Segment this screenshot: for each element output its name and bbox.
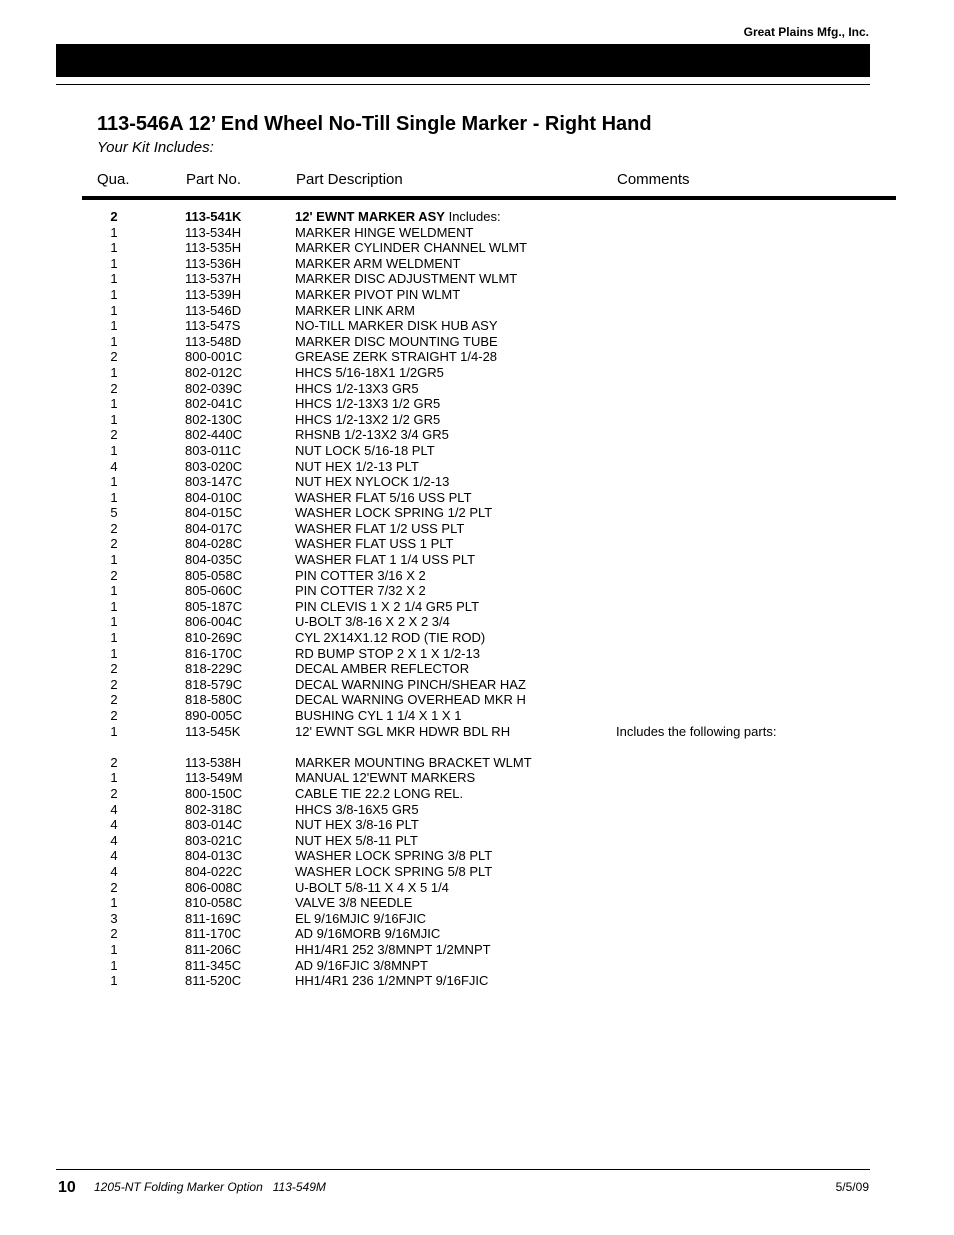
parts-table — [0, 209, 954, 989]
row-description: HHCS 3/8-16X5 GR5 — [295, 801, 419, 817]
row-part-number: 806-004C — [185, 614, 243, 630]
row-qty: 1 — [110, 957, 118, 973]
row-qty: 1 — [110, 630, 118, 646]
row-part-number: 804-010C — [185, 489, 243, 505]
row-qty: 2 — [110, 754, 118, 770]
row-qty: 1 — [110, 895, 118, 911]
table-row — [0, 552, 954, 568]
table-row — [0, 646, 954, 662]
row-part-number: 818-579C — [185, 676, 243, 692]
row-description: NUT HEX NYLOCK 1/2-13 — [295, 474, 450, 490]
row-description: DECAL WARNING PINCH/SHEAR HAZ — [295, 676, 526, 692]
row-qty: 2 — [110, 879, 118, 895]
row-description: CYL 2X14X1.12 ROD (TIE ROD) — [295, 630, 486, 646]
row-description: NO-TILL MARKER DISK HUB ASY — [295, 318, 498, 334]
row-part-number: 805-058C — [185, 567, 243, 583]
row-description: 12' EWNT SGL MKR HDWR BDL RH — [295, 723, 511, 739]
header-divider — [56, 84, 870, 85]
row-description: RD BUMP STOP 2 X 1 X 1/2-13 — [295, 645, 480, 661]
row-description: NUT LOCK 5/16-18 PLT — [295, 442, 435, 458]
row-description: HHCS 5/16-18X1 1/2GR5 — [295, 364, 444, 380]
table-row — [0, 287, 954, 303]
row-description-title: 12' EWNT MARKER ASY — [295, 209, 445, 224]
row-part-number: 804-015C — [185, 505, 243, 521]
row-part-number: 113-547S — [185, 318, 241, 334]
table-row — [0, 802, 954, 818]
row-qty: 4 — [110, 458, 118, 474]
row-part-number: 810-058C — [185, 895, 243, 911]
row-part-number: 113-534H — [185, 224, 242, 240]
row-qty: 1 — [110, 240, 118, 256]
row-qty: 1 — [110, 941, 118, 957]
row-part-number: 816-170C — [185, 645, 243, 661]
table-row — [0, 583, 954, 599]
row-qty: 4 — [110, 817, 118, 833]
header-bar — [56, 44, 870, 77]
row-description: AD 9/16MORB 9/16MJIC — [295, 926, 441, 942]
table-row — [0, 848, 954, 864]
row-part-number: 805-187C — [185, 598, 243, 614]
page-number: 10 — [58, 1179, 76, 1196]
table-row — [0, 833, 954, 849]
row-part-number: 804-035C — [185, 552, 243, 568]
table-row — [0, 521, 954, 537]
row-qty: 2 — [110, 567, 118, 583]
row-description: DECAL AMBER REFLECTOR — [295, 661, 470, 677]
row-qty: 1 — [110, 973, 118, 989]
table-row — [0, 817, 954, 833]
row-part-number: 804-022C — [185, 863, 243, 879]
row-part-number: 804-028C — [185, 536, 243, 552]
table-row — [0, 256, 954, 272]
row-qty: 1 — [110, 583, 118, 599]
row-qty: 1 — [110, 255, 118, 271]
company-name: Great Plains Mfg., Inc. — [743, 25, 869, 39]
table-header-rule — [82, 196, 896, 200]
row-description: PIN COTTER 7/32 X 2 — [295, 583, 426, 599]
row-description: WASHER LOCK SPRING 1/2 PLT — [295, 505, 493, 521]
row-part-number: 800-001C — [185, 349, 243, 365]
row-part-number: 805-060C — [185, 583, 243, 599]
row-part-number: 806-008C — [185, 879, 243, 895]
row-description: WASHER FLAT 1 1/4 USS PLT — [295, 552, 476, 568]
row-description: HHCS 1/2-13X3 1/2 GR5 — [295, 396, 441, 412]
row-description: MARKER LINK ARM — [295, 302, 415, 318]
row-part-number: 802-130C — [185, 411, 243, 427]
table-row — [0, 209, 954, 225]
row-qty: 2 — [110, 380, 118, 396]
row-part-number: 818-229C — [185, 661, 243, 677]
row-qty: 2 — [110, 536, 118, 552]
row-part-number: 811-520C — [185, 973, 242, 989]
row-description: U-BOLT 3/8-16 X 2 X 2 3/4 — [295, 614, 450, 630]
row-qty: 1 — [110, 224, 118, 240]
row-description: DECAL WARNING OVERHEAD MKR H — [295, 692, 526, 708]
table-row — [0, 708, 954, 724]
table-row — [0, 973, 954, 989]
row-description: NUT HEX 5/8-11 PLT — [295, 832, 418, 848]
row-part-number: 800-150C — [185, 785, 243, 801]
row-qty: 1 — [110, 723, 118, 739]
footer-divider — [56, 1169, 870, 1170]
row-qty: 2 — [110, 708, 118, 723]
row-qty: 2 — [110, 209, 118, 224]
table-row — [0, 474, 954, 490]
row-description: MARKER MOUNTING BRACKET WLMT — [295, 754, 532, 770]
row-part-number: 803-014C — [185, 817, 243, 833]
row-description: MARKER ARM WELDMENT — [295, 255, 461, 271]
row-part-number: 804-013C — [185, 848, 243, 864]
row-qty: 2 — [110, 785, 118, 801]
table-row — [0, 755, 954, 771]
row-part-number: 803-021C — [185, 832, 243, 848]
row-description: MARKER DISC ADJUSTMENT WLMT — [295, 271, 518, 287]
table-row — [0, 864, 954, 880]
table-row — [0, 677, 954, 693]
row-description: MARKER CYLINDER CHANNEL WLMT — [295, 240, 528, 256]
row-part-number: 802-440C — [185, 427, 243, 443]
row-qty: 1 — [110, 364, 118, 380]
table-row — [0, 240, 954, 256]
row-qty: 1 — [110, 770, 118, 786]
table-row — [0, 568, 954, 584]
table-row — [0, 536, 954, 552]
column-header-comments: Comments — [617, 171, 690, 188]
row-qty: 1 — [110, 552, 118, 568]
row-description: WASHER LOCK SPRING 3/8 PLT — [295, 848, 493, 864]
table-row — [0, 427, 954, 443]
row-description: MARKER DISC MOUNTING TUBE — [295, 333, 498, 349]
row-qty: 1 — [110, 271, 118, 287]
row-part-number: 113-545K — [185, 723, 241, 739]
row-description: HHCS 1/2-13X3 GR5 — [295, 380, 419, 396]
page-title: 113-546A 12’ End Wheel No-Till Single Marker - Right Hand — [97, 113, 652, 135]
table-row — [0, 318, 954, 334]
row-description: AD 9/16FJIC 3/8MNPT — [295, 957, 428, 973]
table-row — [0, 225, 954, 241]
row-part-number: 113-549M — [185, 770, 243, 786]
row-qty: 2 — [110, 692, 118, 708]
row-description: EL 9/16MJIC 9/16FJIC — [295, 910, 427, 926]
row-part-number: 802-039C — [185, 380, 243, 396]
table-row — [0, 349, 954, 365]
row-description: WASHER LOCK SPRING 5/8 PLT — [295, 863, 493, 879]
row-part-number: 803-147C — [185, 474, 243, 490]
row-qty: 1 — [110, 318, 118, 334]
row-part-number: 802-012C — [185, 364, 243, 380]
table-row — [0, 958, 954, 974]
row-qty: 1 — [110, 411, 118, 427]
row-description: PIN CLEVIS 1 X 2 1/4 GR5 PLT — [295, 598, 480, 614]
table-row — [0, 661, 954, 677]
row-description-suffix: Includes: — [444, 209, 501, 224]
row-description: MANUAL 12'EWNT MARKERS — [295, 770, 476, 786]
row-part-number: 113-536H — [185, 255, 242, 271]
table-row — [0, 459, 954, 475]
row-part-number: 818-580C — [185, 692, 243, 708]
row-part-number: 113-538H — [185, 754, 242, 770]
table-row — [0, 630, 954, 646]
row-qty: 1 — [110, 302, 118, 318]
row-qty: 2 — [110, 349, 118, 365]
table-row — [0, 739, 954, 755]
row-qty: 4 — [110, 801, 118, 817]
table-row — [0, 770, 954, 786]
row-qty: 5 — [110, 505, 118, 521]
table-row — [0, 880, 954, 896]
row-part-number: 811-206C — [185, 941, 242, 957]
row-part-number: 802-318C — [185, 801, 243, 817]
table-row — [0, 786, 954, 802]
table-row — [0, 443, 954, 459]
table-row — [0, 396, 954, 412]
page-subtitle: Your Kit Includes: — [97, 139, 214, 156]
row-part-number: 113-546D — [185, 302, 242, 318]
column-header-desc: Part Description — [296, 171, 403, 188]
row-qty: 1 — [110, 333, 118, 349]
table-row — [0, 490, 954, 506]
row-qty: 2 — [110, 926, 118, 942]
row-part-number: 113-535H — [185, 240, 242, 256]
table-row — [0, 365, 954, 381]
row-description: MARKER PIVOT PIN WLMT — [295, 286, 461, 302]
row-qty: 1 — [110, 489, 118, 505]
row-part-number: 113-541K — [185, 209, 242, 224]
table-row — [0, 895, 954, 911]
row-qty: 2 — [110, 520, 118, 536]
table-row — [0, 692, 954, 708]
row-description: WASHER FLAT 5/16 USS PLT — [295, 489, 472, 505]
row-part-number: 890-005C — [185, 708, 243, 723]
row-qty: 4 — [110, 863, 118, 879]
table-row — [0, 942, 954, 958]
table-row — [0, 505, 954, 521]
row-part-number: 113-548D — [185, 333, 242, 349]
row-description: WASHER FLAT USS 1 PLT — [295, 536, 454, 552]
row-part-number: 803-020C — [185, 458, 243, 474]
row-description: MARKER HINGE WELDMENT — [295, 224, 474, 240]
row-description: GREASE ZERK STRAIGHT 1/4-28 — [295, 349, 498, 365]
row-description: NUT HEX 3/8-16 PLT — [295, 817, 419, 833]
row-description: RHSNB 1/2-13X2 3/4 GR5 — [295, 427, 449, 443]
table-row — [0, 724, 954, 740]
row-qty: 1 — [110, 598, 118, 614]
row-part-number: 811-169C — [185, 910, 242, 926]
table-row — [0, 911, 954, 927]
column-header-part: Part No. — [186, 171, 242, 188]
row-comment: Includes the following parts: — [616, 723, 777, 739]
footer-date: 5/5/09 — [835, 1180, 869, 1194]
row-part-number: 811-170C — [185, 926, 242, 942]
row-part-number: 802-041C — [185, 396, 243, 412]
row-qty: 1 — [110, 614, 118, 630]
row-part-number: 113-539H — [185, 286, 242, 302]
row-qty: 2 — [110, 676, 118, 692]
row-description: BUSHING CYL 1 1/4 X 1 X 1 — [295, 708, 462, 723]
table-row — [0, 271, 954, 287]
table-row — [0, 412, 954, 428]
table-row — [0, 614, 954, 630]
row-description: HH1/4R1 236 1/2MNPT 9/16FJIC — [295, 973, 489, 989]
row-qty: 1 — [110, 286, 118, 302]
row-description: U-BOLT 5/8-11 X 4 X 5 1/4 — [295, 879, 449, 895]
row-qty: 2 — [110, 661, 118, 677]
table-row — [0, 599, 954, 615]
row-part-number: 113-537H — [185, 271, 242, 287]
table-row — [0, 334, 954, 350]
row-description: VALVE 3/8 NEEDLE — [295, 895, 413, 911]
row-qty: 2 — [110, 427, 118, 443]
row-part-number: 810-269C — [185, 630, 243, 646]
row-qty: 3 — [110, 910, 118, 926]
table-row — [0, 303, 954, 319]
row-description: HHCS 1/2-13X2 1/2 GR5 — [295, 411, 441, 427]
row-qty: 1 — [110, 474, 118, 490]
row-qty: 4 — [110, 848, 118, 864]
row-description: NUT HEX 1/2-13 PLT — [295, 458, 419, 474]
row-qty: 4 — [110, 832, 118, 848]
row-part-number: 804-017C — [185, 520, 243, 536]
table-row — [0, 926, 954, 942]
row-qty: 1 — [110, 396, 118, 412]
table-row — [0, 381, 954, 397]
footer-doc-title: 1205-NT Folding Marker Option 113-549M — [94, 1180, 326, 1194]
row-part-number: 803-011C — [185, 442, 242, 458]
row-description — [295, 209, 501, 225]
column-header-qty: Qua. — [97, 171, 130, 188]
row-part-number: 811-345C — [185, 957, 242, 973]
row-description: PIN COTTER 3/16 X 2 — [295, 567, 426, 583]
row-qty: 1 — [110, 442, 118, 458]
row-description: CABLE TIE 22.2 LONG REL. — [295, 785, 464, 801]
row-description: HH1/4R1 252 3/8MNPT 1/2MNPT — [295, 941, 491, 957]
row-qty: 1 — [110, 645, 118, 661]
row-description: WASHER FLAT 1/2 USS PLT — [295, 520, 465, 536]
